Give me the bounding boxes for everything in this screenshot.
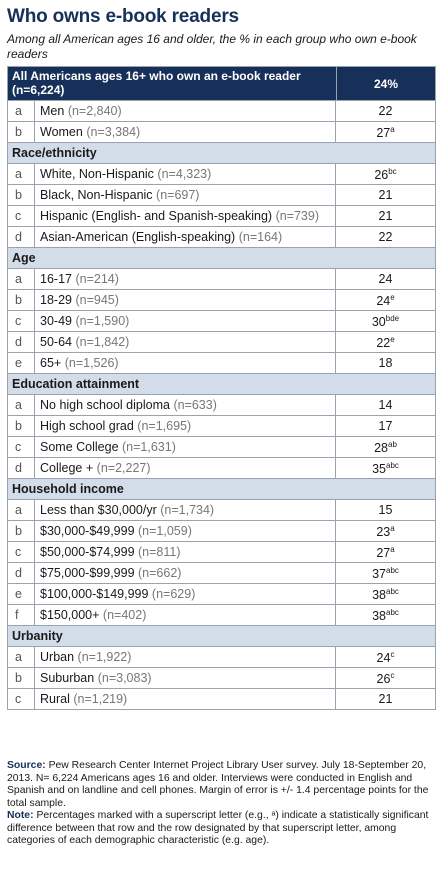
ownership-table: [7, 66, 436, 710]
row-code: c: [8, 689, 35, 709]
row-code: b: [8, 290, 35, 310]
row-value: [336, 290, 435, 310]
row-label: [35, 458, 336, 478]
row-label: [35, 122, 336, 142]
significance-marker: abc: [386, 608, 399, 617]
row-label: [35, 311, 336, 331]
row-sample-size: (n=402): [102, 608, 147, 622]
header-value: 24%: [336, 67, 435, 100]
row-value: [336, 563, 435, 583]
row-sample-size: (n=3,083): [97, 671, 152, 685]
row-code: c: [8, 437, 35, 457]
row-sample-size: (n=1,734): [160, 503, 215, 517]
row-label-text: Less than $30,000/yr: [40, 503, 157, 517]
row-sample-size: (n=1,590): [75, 314, 130, 328]
row-sample-size: (n=633): [173, 398, 217, 412]
row-value: [336, 164, 435, 184]
row-value-number: 24: [378, 272, 393, 286]
table-row: [8, 436, 435, 457]
table-row: [8, 499, 435, 520]
row-code: d: [8, 227, 35, 247]
table-row: [8, 667, 435, 688]
row-value-number: 23: [376, 525, 391, 539]
section-heading: Age: [8, 247, 435, 268]
row-label-text: Asian-American (English-speaking): [40, 230, 236, 244]
row-label: [35, 689, 336, 709]
row-value-number: 28: [374, 441, 388, 455]
row-sample-size: (n=1,219): [73, 692, 128, 706]
row-value-number: 22: [378, 104, 393, 118]
table-row: [8, 394, 435, 415]
row-value-number: 26: [374, 168, 389, 182]
row-code: a: [8, 101, 35, 121]
row-value: [336, 269, 435, 289]
row-value: [336, 101, 435, 121]
row-code: b: [8, 122, 35, 142]
row-label: [35, 395, 336, 415]
row-label: [35, 332, 336, 352]
row-code: b: [8, 185, 35, 205]
row-value-number: 14: [378, 398, 393, 412]
row-label-text: Hispanic (English- and Spanish-speaking): [40, 209, 273, 223]
significance-marker: e: [390, 335, 395, 344]
row-code: b: [8, 416, 35, 436]
row-label: [35, 563, 336, 583]
row-label: [35, 290, 336, 310]
section-heading: Race/ethnicity: [8, 142, 435, 163]
row-sample-size: (n=164): [238, 230, 283, 244]
row-code: a: [8, 269, 35, 289]
row-label-text: $150,000+: [40, 608, 100, 622]
row-label: [35, 416, 336, 436]
row-code: c: [8, 542, 35, 562]
significance-marker: a: [390, 545, 395, 554]
note-text: Percentages marked with a superscript letter (e.g., ᵃ) indicate a statistically significant difference between that row and the row designated by that superscript letter, among categories of each demographic characteristic (e.g. age).: [7, 810, 429, 846]
note: [7, 810, 436, 848]
significance-marker: e: [390, 293, 395, 302]
significance-marker: abc: [386, 566, 399, 575]
table-row: [8, 310, 435, 331]
significance-marker: c: [390, 650, 395, 659]
row-value-number: 26: [376, 672, 391, 686]
row-label-text: College +: [40, 461, 94, 475]
row-label: [35, 521, 336, 541]
row-label-text: 65+: [40, 356, 62, 370]
row-value-number: 38: [372, 609, 386, 623]
row-code: f: [8, 605, 35, 625]
row-value-number: 15: [378, 503, 393, 517]
row-sample-size: (n=214): [75, 272, 119, 286]
significance-marker: bc: [388, 167, 397, 176]
table-row: [8, 457, 435, 478]
row-value: [336, 185, 435, 205]
row-value-number: 21: [378, 209, 393, 223]
row-label-text: $75,000-$99,999: [40, 566, 135, 580]
table-row: [8, 184, 435, 205]
row-label: [35, 164, 336, 184]
significance-marker: bde: [385, 314, 400, 323]
row-value: [336, 458, 435, 478]
row-label-text: $50,000-$74,999: [40, 545, 135, 559]
row-value: [336, 227, 435, 247]
significance-marker: a: [390, 125, 395, 134]
row-code: a: [8, 164, 35, 184]
table-header: [8, 67, 435, 100]
row-value: [336, 521, 435, 541]
row-sample-size: (n=662): [138, 566, 182, 580]
row-code: b: [8, 668, 35, 688]
significance-marker: abc: [386, 587, 399, 596]
chart-subtitle: Among all American ages 16 and older, the % in each group who own e-book readers: [7, 32, 417, 61]
table-row: [8, 520, 435, 541]
row-label: [35, 647, 336, 667]
row-sample-size: (n=4,323): [157, 167, 212, 181]
row-value-number: 24: [376, 651, 391, 665]
row-code: c: [8, 206, 35, 226]
row-value: [336, 584, 435, 604]
row-value: [336, 689, 435, 709]
source-text: Pew Research Center Internet Project Library User survey. July 18-September 20, 2013. N= 6,224 Americans ages 16 and older. Interviews were conducted in English and Spanish and on landline and cell phones. Margin of error is +/- 1.4 percentage points for the total sample.: [7, 760, 429, 809]
row-code: d: [8, 332, 35, 352]
table-row: [8, 415, 435, 436]
row-sample-size: (n=1,059): [138, 524, 192, 538]
row-sample-size: (n=629): [151, 587, 196, 601]
row-label: [35, 206, 336, 226]
row-label: [35, 542, 336, 562]
row-label-text: $30,000-$49,999: [40, 524, 135, 538]
row-label-text: White, Non-Hispanic: [40, 167, 154, 181]
row-label: [35, 353, 336, 373]
section-heading: Urbanity: [8, 625, 435, 646]
table-row: [8, 352, 435, 373]
source-label: Source:: [7, 760, 46, 771]
row-sample-size: (n=739): [275, 209, 319, 223]
row-value: [336, 311, 435, 331]
row-value-number: 38: [372, 588, 386, 602]
row-code: b: [8, 521, 35, 541]
significance-marker: abc: [386, 461, 399, 470]
row-label-text: 18-29: [40, 293, 72, 307]
table-row: [8, 226, 435, 247]
row-code: d: [8, 563, 35, 583]
table-row: [8, 205, 435, 226]
section-heading: Household income: [8, 478, 435, 499]
table-row: [8, 100, 435, 121]
row-value: [336, 332, 435, 352]
row-label-text: $100,000-$149,999: [40, 587, 149, 601]
row-label-text: Men: [40, 104, 65, 118]
row-label-text: 16-17: [40, 272, 72, 286]
row-label: [35, 500, 336, 520]
row-sample-size: (n=1,695): [137, 419, 192, 433]
source-note: [7, 760, 436, 810]
row-sample-size: (n=811): [138, 545, 181, 559]
row-code: e: [8, 584, 35, 604]
row-label-text: Suburban: [40, 671, 95, 685]
chart-title: Who owns e-book readers: [7, 6, 239, 27]
row-value: [336, 206, 435, 226]
table-row: [8, 331, 435, 352]
row-code: c: [8, 311, 35, 331]
row-code: a: [8, 395, 35, 415]
table-row: [8, 121, 435, 142]
row-label-text: 50-64: [40, 335, 72, 349]
row-value-number: 27: [376, 546, 391, 560]
row-sample-size: (n=2,227): [96, 461, 151, 475]
row-label-text: 30-49: [40, 314, 72, 328]
row-value-number: 22: [376, 336, 391, 350]
table-row: [8, 541, 435, 562]
table-row: [8, 289, 435, 310]
row-sample-size: (n=2,840): [67, 104, 122, 118]
row-value: [336, 416, 435, 436]
table-row: [8, 604, 435, 625]
table-row: [8, 646, 435, 667]
table-row: [8, 688, 435, 709]
row-label-text: Black, Non-Hispanic: [40, 188, 153, 202]
row-label-text: Rural: [40, 692, 70, 706]
row-sample-size: (n=697): [156, 188, 200, 202]
row-value: [336, 122, 435, 142]
row-sample-size: (n=1,631): [122, 440, 176, 454]
row-label: [35, 227, 336, 247]
footer-notes: [7, 760, 436, 848]
note-label: Note:: [7, 810, 34, 821]
row-label: [35, 605, 336, 625]
row-label-text: Women: [40, 125, 83, 139]
row-code: a: [8, 647, 35, 667]
row-value-number: 37: [372, 567, 386, 581]
row-code: a: [8, 500, 35, 520]
row-value-number: 22: [378, 230, 393, 244]
row-label: [35, 437, 336, 457]
row-value: [336, 542, 435, 562]
row-value-number: 21: [378, 188, 393, 202]
row-value: [336, 437, 435, 457]
row-value-number: 27: [376, 126, 391, 140]
row-sample-size: (n=945): [75, 293, 119, 307]
table-row: [8, 562, 435, 583]
row-sample-size: (n=1,526): [64, 356, 119, 370]
row-value: [336, 668, 435, 688]
significance-marker: a: [390, 524, 395, 533]
row-value-number: 21: [378, 692, 393, 706]
row-label: [35, 185, 336, 205]
row-sample-size: (n=1,842): [75, 335, 130, 349]
row-value: [336, 353, 435, 373]
row-label: [35, 584, 336, 604]
row-value-number: 35: [372, 462, 386, 476]
row-sample-size: (n=1,922): [77, 650, 132, 664]
row-value-number: 24: [376, 294, 391, 308]
row-value-number: 18: [378, 356, 393, 370]
row-value-number: 17: [378, 419, 393, 433]
row-value: [336, 395, 435, 415]
table-body: [8, 100, 435, 709]
row-label-text: Some College: [40, 440, 119, 454]
row-value: [336, 605, 435, 625]
row-label: [35, 668, 336, 688]
section-heading: Education attainment: [8, 373, 435, 394]
table-row: [8, 268, 435, 289]
table-row: [8, 163, 435, 184]
row-label-text: No high school diploma: [40, 398, 170, 412]
header-label: All Americans ages 16+ who own an e-book reader (n=6,224): [12, 69, 301, 97]
row-label-text: Urban: [40, 650, 75, 664]
row-code: d: [8, 458, 35, 478]
significance-marker: ab: [388, 440, 397, 449]
row-value: [336, 500, 435, 520]
row-sample-size: (n=3,384): [86, 125, 141, 139]
table-row: [8, 583, 435, 604]
row-value-number: 30: [371, 315, 386, 329]
row-code: e: [8, 353, 35, 373]
significance-marker: c: [390, 671, 395, 680]
row-label: [35, 101, 336, 121]
row-label: [35, 269, 336, 289]
row-label-text: High school grad: [40, 419, 134, 433]
row-value: [336, 647, 435, 667]
